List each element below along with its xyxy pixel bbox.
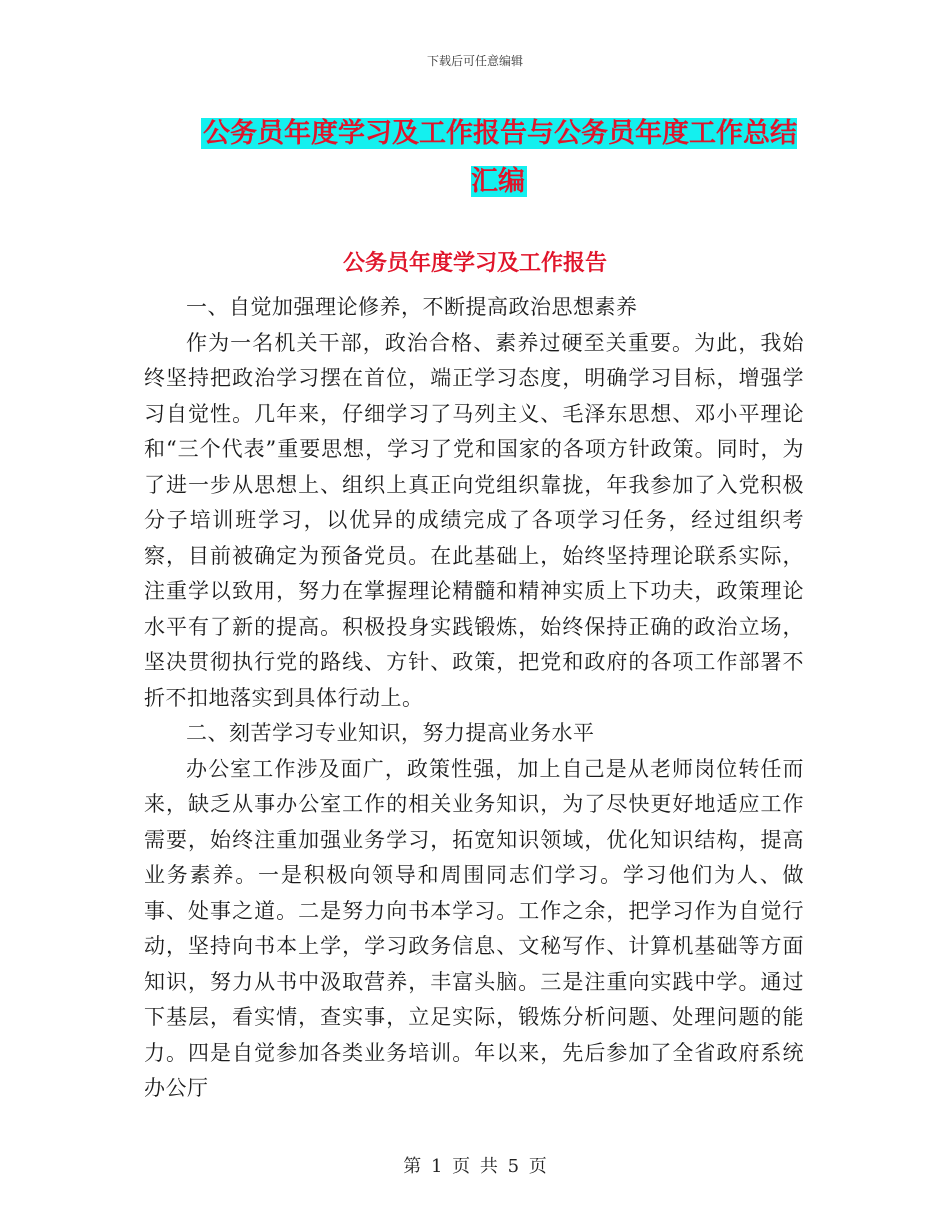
document-title <box>195 110 803 206</box>
document-body <box>144 290 804 1107</box>
page-footer: 第 1 页 共 5 页 <box>403 1156 547 1177</box>
paragraph-1: 作为一名机关干部，政治合格、素养过硬至关重要。为此，我始终坚持把政治学习摆在首位，端正学习态度，明确学习目标，增强学习自觉性。几年来，仔细学习了马列主义、毛泽东思想、邓小平理论和“三个代表”重要思想，学习了党和国家的各项方针政策。同时，为了进一步从思想上、组织上真正向党组织靠拢，年我参加了入党积极分子培训班学习，以优异的成绩完成了各项学习任务，经过组织考察，目前被确定为预备党员。在此基础上，始终坚持理论联系实际，注重学以致用，努力在掌握理论精髓和精神实质上下功夫，政策理论水平有了新的提高。积极投身实践锻炼，始终保持正确的政治立场，坚决贯彻执行党的路线、方针、政策，把党和政府的各项工作部署不折不扣地落实到具体行动上。 <box>144 330 804 710</box>
paragraph-2: 办公室工作涉及面广，政策性强，加上自己是从老师岗位转任而来，缺乏从事办公室工作的相关业务知识，为了尽快更好地适应工作需要，始终注重加强业务学习，拓宽知识领域，优化知识结构，提高业务素养。一是积极向领导和周围同志们学习。学习他们为人、做事、处事之道。二是努力向书本学习。工作之余，把学习作为自觉行动，坚持向书本上学，学习政务信息、文秘写作、计算机基础等方面知识，努力从书中汲取营养，丰富头脑。三是注重向实践中学。通过下基层，看实情，查实事，立足实际，锻炼分析问题、处理问题的能力。四是自觉参加各类业务培训。年以来，先后参加了全省政府系统办公厅 <box>144 756 804 1100</box>
document-title-text: 公务员年度学习及工作报告与公务员年度工作总结汇编 <box>203 118 797 197</box>
heading-1: 一、自觉加强理论修养，不断提高政治思想素养 <box>186 295 638 319</box>
header-note: 下载后可任意编辑 <box>426 54 523 68</box>
heading-2: 二、刻苦学习专业知识，努力提高业务水平 <box>186 721 595 745</box>
section-title: 公务员年度学习及工作报告 <box>342 251 607 276</box>
